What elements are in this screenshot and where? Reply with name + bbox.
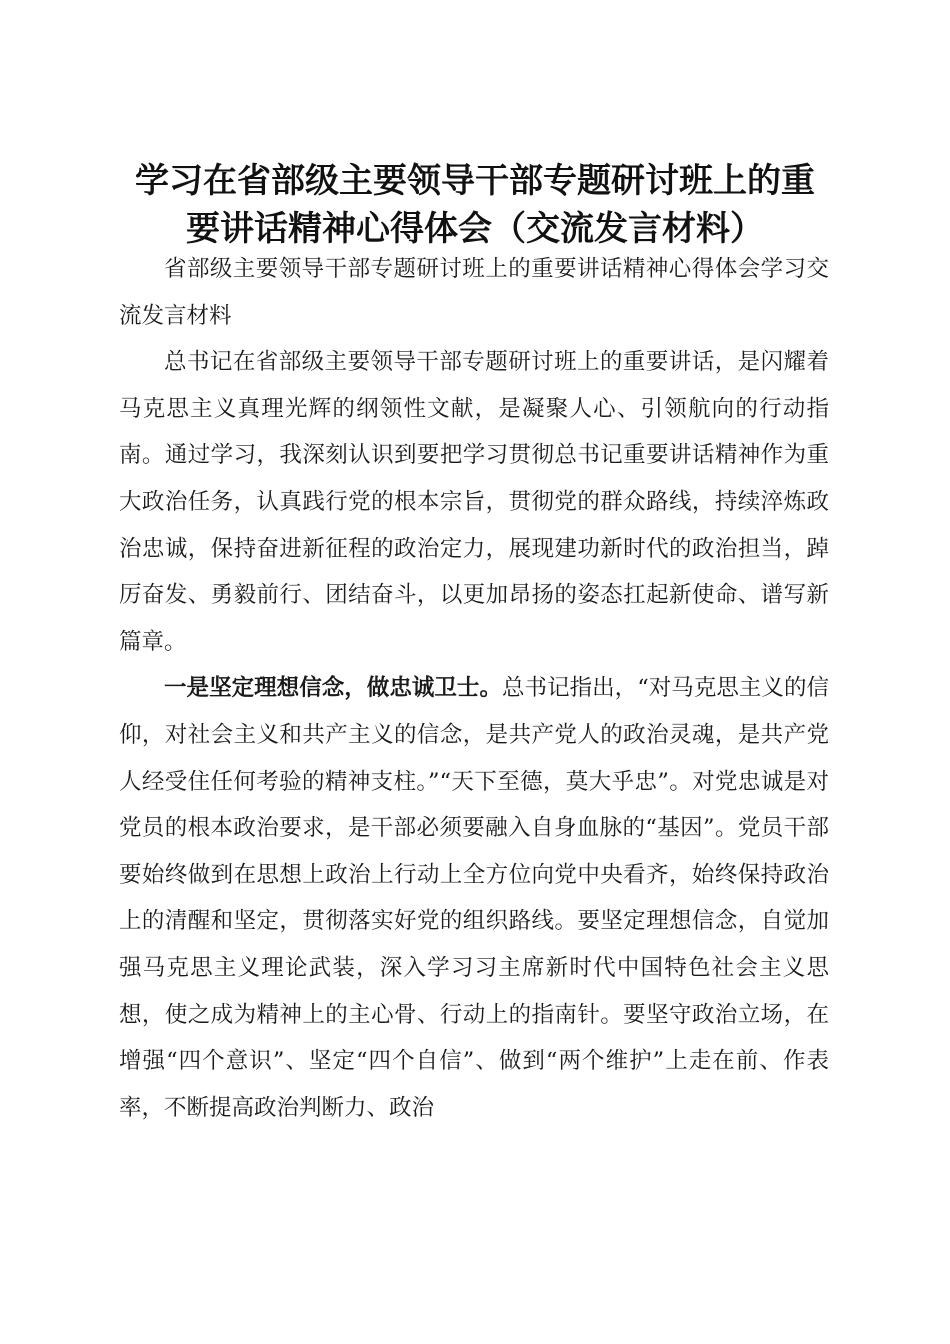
- paragraph-text: 总书记指出，“对马克思主义的信仰，对社会主义和共产主义的信念，是共产党人的政治灵魂，是共产党人经受住任何考验的精神支柱。”“天下至德，莫大乎忠”。对党忠诚是对党员的根本政治要求，是干部必须要融入自身血脉的“基因”。党员干部要始终做到在思想上政治上行动上全方位向党中央看齐，始终保持政治上的清醒和坚定，贯彻落实好党的组织路线。要坚定理想信念，自觉加强马克思主义理论武装，深入学习习主席新时代中国特色社会主义思想，使之成为精神上的主心骨、行动上的指南针。要坚守政治立场，在增强“四个意识”、坚定“四个自信”、做到“两个维护”上走在前、作表率，不断提高政治判断力、政治: [119, 675, 829, 1121]
- title-line-1: 学习在省部级主要领导干部专题研讨班上的重: [135, 160, 815, 201]
- paragraph-intro: [119, 246, 829, 339]
- paragraph-lead: 一是坚定理想信念，做忠诚卫士。: [164, 675, 503, 702]
- paragraph-point-one: [119, 665, 829, 1131]
- paragraph-summary: [119, 339, 829, 665]
- document-title: [100, 157, 850, 253]
- title-line-2: 要讲话精神心得体会（交流发言材料）: [186, 208, 764, 249]
- document-body: [119, 246, 829, 1131]
- paragraph-text: 省部级主要领导干部专题研讨班上的重要讲话精神心得体会学习交流发言材料: [119, 256, 829, 329]
- paragraph-text: 总书记在省部级主要领导干部专题研讨班上的重要讲话，是闪耀着马克思主义真理光辉的纲领性文献，是凝聚人心、引领航向的行动指南。通过学习，我深刻认识到要把学习贯彻总书记重要讲话精神作为重大政治任务，认真践行党的根本宗旨，贯彻党的群众路线，持续淬炼政治忠诚，保持奋进新征程的政治定力，展现建功新时代的政治担当，踔厉奋发、勇毅前行、团结奋斗，以更加昂扬的姿态扛起新使命、谱写新篇章。: [119, 349, 829, 655]
